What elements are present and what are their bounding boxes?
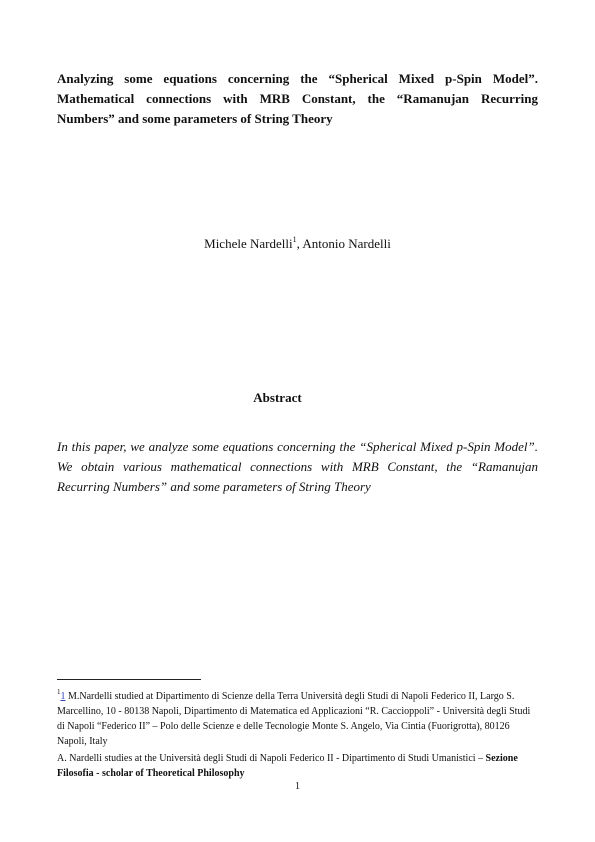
author-michele-nardelli: Michele Nardelli [204,236,293,251]
footnote-divider [57,679,201,680]
footnote-antonio-bold: Sezione Filosofia - scholar of Theoretical Philosophy [57,753,518,779]
footnote-1-backlink[interactable]: 1 [60,691,66,702]
author-separator: , [296,236,303,251]
paper-title: Analyzing some equations concerning the “Spherical Mixed p-Spin Model”. Mathematical connections with MRB Constant, the “Ramanujan Recurring Numbers” and some parameters of String Theory [57,71,538,126]
footnote-1-text: M.Nardelli studied at Dipartimento di Scienze della Terra Università degli Studi di Napoli Federico II, Largo S. Marcellino, 10 - 80138 Napoli, Dipartimento di Matematica ed Applicazioni “R. Caccioppoli” - Università degli Studi di Napoli “Federico II” – Polo delle Scienze e delle Tecnologie Monte S. Angelo, Via Cintia (Fuorigrotta), 80126 Napoli, Italy [57,691,531,747]
footnote-antonio [57,751,538,781]
author-line [0,236,595,252]
footnote-marker[interactable]: 1 [292,234,297,244]
page-number: 1 [295,781,300,792]
abstract-body: In this paper, we analyze some equations concerning the “Spherical Mixed p-Spin Model”. We obtain various mathematical connections with MRB Constant, the “Ramanujan Recurring Numbers” and some parameters of String Theory [57,439,538,494]
footnote-1-marker: 1 [57,687,61,696]
abstract-heading: Abstract [253,390,302,405]
footnote-antonio-text: A. Nardelli studies at the Università degli Studi di Napoli Federico II - Dipartimento di Studi Umanistici – [57,753,486,764]
author-antonio-nardelli: Antonio Nardelli [302,236,391,251]
footnote-1 [57,689,538,749]
